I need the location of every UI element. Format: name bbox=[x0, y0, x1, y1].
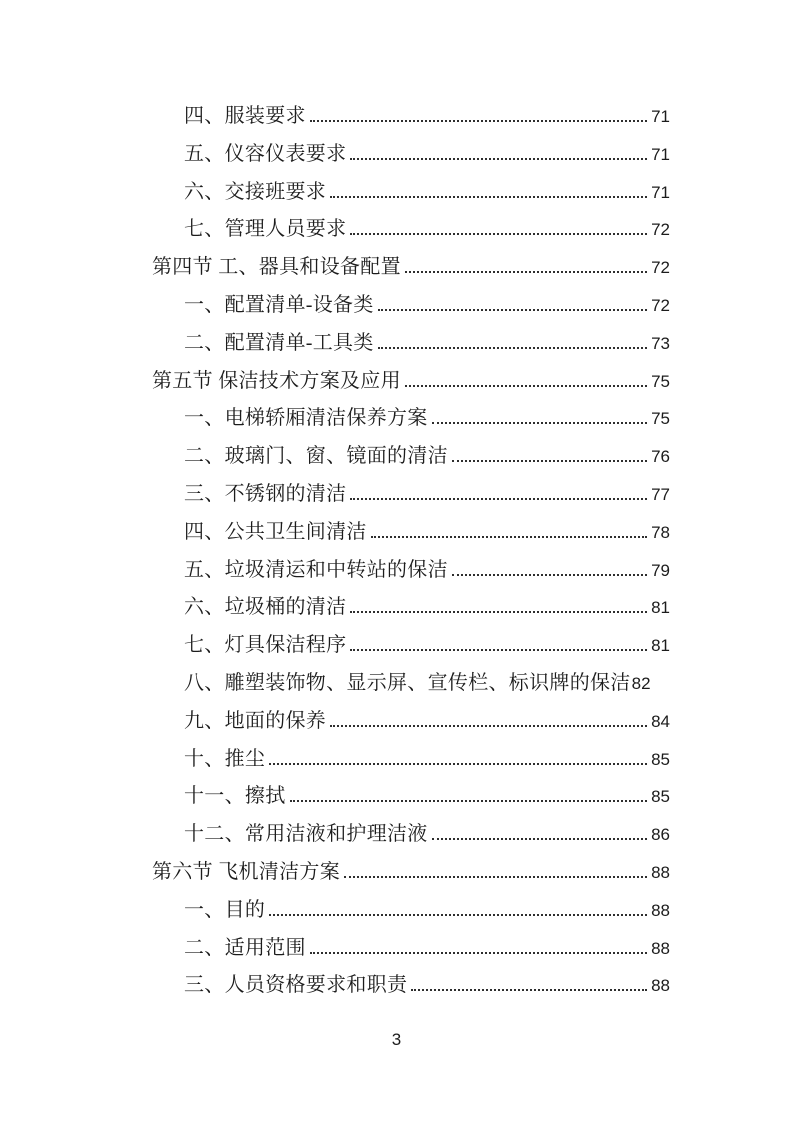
toc-entry-label: 二、配置清单-工具类 bbox=[184, 331, 374, 354]
toc-entry[interactable] bbox=[152, 892, 670, 930]
toc-entry-label: 一、配置清单-设备类 bbox=[184, 293, 374, 316]
toc-entry-page: 84 bbox=[651, 711, 670, 731]
toc-entry-page: 73 bbox=[651, 333, 670, 353]
toc-entry[interactable] bbox=[152, 627, 670, 665]
toc-entry-label: 十、推尘 bbox=[184, 747, 266, 770]
dot-leader bbox=[290, 800, 648, 802]
toc-entry-page: 75 bbox=[651, 409, 670, 429]
dot-leader bbox=[269, 763, 647, 765]
page-number-footer: 3 bbox=[391, 1030, 402, 1049]
toc-entry-label: 第六节 飞机清洁方案 bbox=[152, 860, 340, 883]
toc-entry-page: 72 bbox=[651, 258, 670, 278]
toc-entry-label: 三、人员资格要求和职责 bbox=[184, 974, 408, 997]
toc-entry-page: 88 bbox=[651, 900, 670, 920]
toc-entry-label: 九、地面的保养 bbox=[184, 709, 327, 732]
toc-entry[interactable] bbox=[152, 136, 670, 174]
toc-entry-page: 88 bbox=[651, 976, 670, 996]
toc-entry-page: 75 bbox=[651, 371, 670, 391]
toc-entry[interactable] bbox=[152, 363, 670, 401]
dot-leader bbox=[452, 574, 647, 576]
toc-entry[interactable] bbox=[152, 174, 670, 212]
dot-leader bbox=[350, 498, 647, 500]
dot-leader bbox=[330, 196, 647, 198]
toc-entry[interactable] bbox=[152, 930, 670, 968]
dot-leader bbox=[405, 271, 647, 273]
dot-leader bbox=[405, 385, 647, 387]
toc-entry-page: 85 bbox=[651, 787, 670, 807]
toc-entry[interactable] bbox=[152, 552, 670, 590]
toc-entry-label: 第四节 工、器具和设备配置 bbox=[152, 256, 401, 279]
toc-entry[interactable] bbox=[152, 287, 670, 325]
toc-entry-label: 一、电梯轿厢清洁保养方案 bbox=[184, 407, 428, 430]
dot-leader bbox=[411, 989, 647, 991]
toc-entry[interactable] bbox=[152, 98, 670, 136]
toc-entry-page: 77 bbox=[651, 484, 670, 504]
toc-entry[interactable] bbox=[152, 741, 670, 779]
toc-entry-page: 82 bbox=[631, 673, 651, 693]
toc-entry[interactable] bbox=[152, 967, 670, 1005]
toc-entry-page: 71 bbox=[651, 107, 670, 126]
toc-entry[interactable] bbox=[152, 325, 670, 363]
toc-entry-label: 六、垃圾桶的清洁 bbox=[184, 596, 347, 619]
toc-entry-label: 四、公共卫生间清洁 bbox=[184, 520, 367, 543]
dot-leader bbox=[310, 952, 647, 954]
toc-entry-page: 81 bbox=[651, 598, 670, 618]
toc-entry-page: 72 bbox=[651, 295, 670, 315]
dot-leader bbox=[350, 649, 647, 651]
toc-entry-label: 二、玻璃门、窗、镜面的清洁 bbox=[184, 445, 448, 468]
toc-entry[interactable] bbox=[152, 438, 670, 476]
dot-leader bbox=[330, 725, 647, 727]
toc-entry-page: 72 bbox=[651, 220, 670, 240]
dot-leader bbox=[432, 422, 647, 424]
toc-entry[interactable] bbox=[152, 816, 670, 854]
toc-entry-label: 七、管理人员要求 bbox=[184, 218, 347, 241]
toc-entry-page: 71 bbox=[651, 182, 670, 202]
toc-entry[interactable] bbox=[152, 211, 670, 249]
toc-entry-label: 一、目的 bbox=[184, 898, 266, 921]
dot-leader bbox=[350, 158, 647, 160]
toc-entry[interactable] bbox=[152, 514, 670, 552]
toc-entry[interactable] bbox=[152, 665, 670, 703]
dot-leader bbox=[378, 347, 647, 349]
toc-entry-label: 十二、常用洁液和护理洁液 bbox=[184, 823, 428, 846]
toc-entry-label: 第五节 保洁技术方案及应用 bbox=[152, 369, 401, 392]
dot-leader bbox=[432, 838, 647, 840]
toc-entry-label: 七、灯具保洁程序 bbox=[184, 634, 347, 657]
toc-list bbox=[152, 98, 670, 1005]
toc-entry-page: 79 bbox=[651, 560, 670, 580]
dot-leader bbox=[269, 914, 647, 916]
toc-entry[interactable] bbox=[152, 249, 670, 287]
toc-entry-label: 二、适用范围 bbox=[184, 936, 306, 959]
dot-leader bbox=[378, 309, 647, 311]
toc-entry-page: 88 bbox=[651, 862, 670, 882]
dot-leader bbox=[452, 460, 647, 462]
toc-entry[interactable] bbox=[152, 703, 670, 741]
toc-entry-label: 五、垃圾清运和中转站的保洁 bbox=[184, 558, 448, 581]
toc-entry[interactable] bbox=[152, 400, 670, 438]
toc-entry[interactable] bbox=[152, 854, 670, 892]
dot-leader bbox=[371, 536, 647, 538]
toc-entry-page: 86 bbox=[651, 825, 670, 845]
toc-entry-page: 81 bbox=[651, 636, 670, 656]
toc-entry-label: 五、仪容仪表要求 bbox=[184, 142, 347, 165]
toc-entry-page: 85 bbox=[651, 749, 670, 769]
dot-leader bbox=[344, 876, 647, 878]
toc-entry-label: 六、交接班要求 bbox=[184, 180, 327, 203]
toc-entry[interactable] bbox=[152, 778, 670, 816]
dot-leader bbox=[310, 120, 647, 122]
toc-entry[interactable] bbox=[152, 589, 670, 627]
toc-entry-label: 四、服装要求 bbox=[184, 105, 306, 127]
dot-leader bbox=[350, 233, 647, 235]
dot-leader bbox=[350, 611, 647, 613]
toc-entry-page: 78 bbox=[651, 522, 670, 542]
toc-entry-label: 八、雕塑装饰物、显示屏、宣传栏、标识牌的保洁 bbox=[184, 671, 631, 694]
toc-entry-page: 76 bbox=[651, 447, 670, 467]
toc-entry-label: 十一、擦拭 bbox=[184, 785, 286, 808]
toc-entry-label: 三、不锈钢的清洁 bbox=[184, 482, 347, 505]
toc-entry-page: 71 bbox=[651, 144, 670, 164]
toc-entry[interactable] bbox=[152, 476, 670, 514]
toc-entry-page: 88 bbox=[651, 938, 670, 958]
